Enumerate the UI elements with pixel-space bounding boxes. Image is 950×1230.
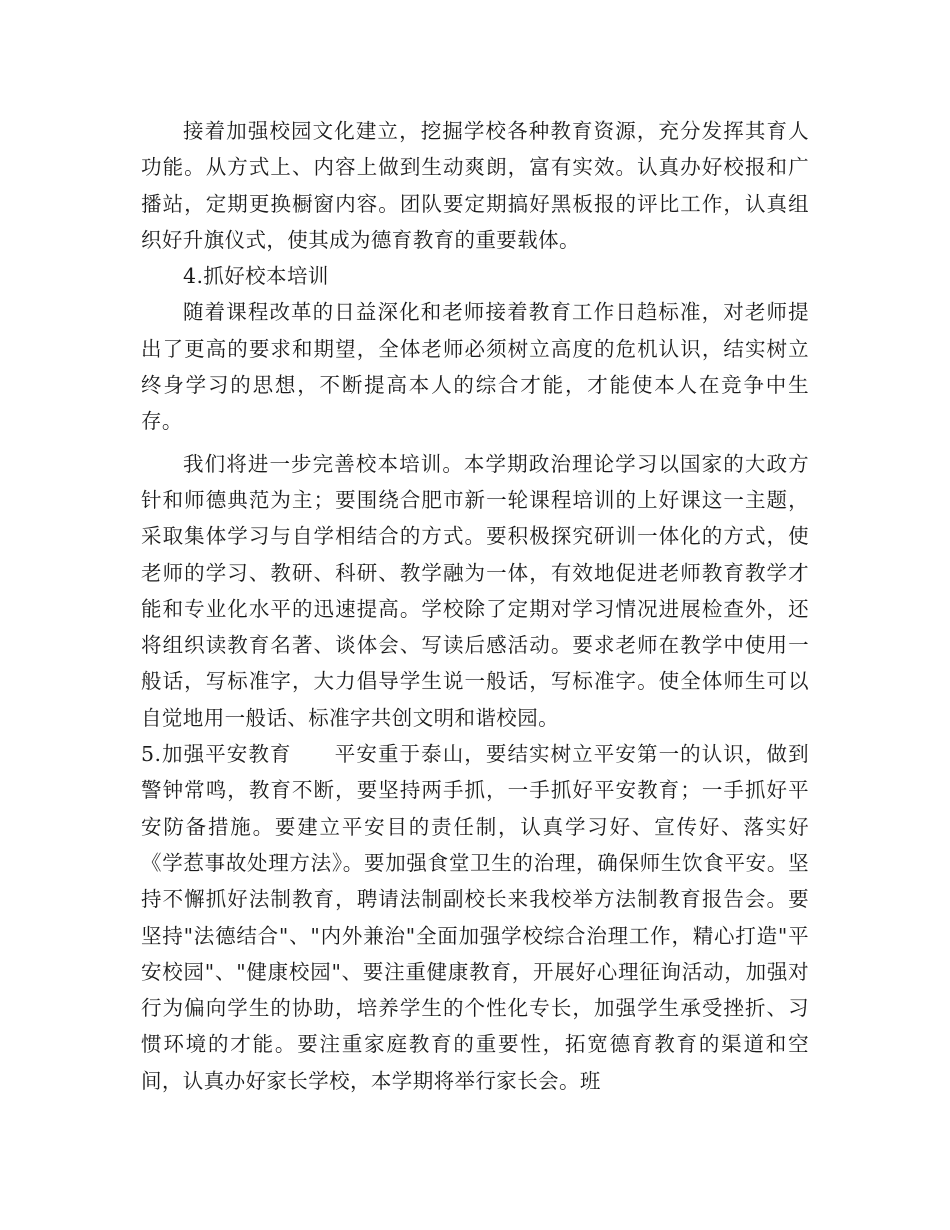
safety-spacer xyxy=(292,742,335,766)
section-heading-safety: 5.加强平安教育 xyxy=(141,742,292,767)
paragraph-school-training: 我们将进一步完善校本培训。本学期政治理论学习以国家的大政方针和师德典范为主；要围绕合肥市新一轮课程培训的上好课这一主题，采取集体学习与自学相结合的方式。要积极探究研训一体化的方式，使老师的学习、教研、科研、教学融为一体，有效地促进老师教育教学才能和专业化水平的迅速提高。学校除了定期对学习情况进展检查外，还将组织读教育名著、谈体会、写读后感活动。要求老师在教学中使用一般话，写标准字，大力倡导学生说一般话，写标准字。使全体师生可以自觉地用一般话、标准字共创文明和谐校园。 xyxy=(141,451,809,730)
paragraph-safety-education xyxy=(141,736,809,1099)
safety-body-text: 平安重于泰山，要结实树立平安第一的认识，做到警钟常鸣，教育不断，要坚持两手抓，一手抓好平安教育；一手抓好平安防备措施。要建立平安目的责任制，认真学习好、宣传好、落实好《学惹事故处理方法》。要加强食堂卫生的治理，确保师生饮食平安。坚持不懈抓好法制教育，聘请法制副校长来我校举方法制教育报告会。要坚持"法德结合"、"内外兼治"全面加强学校综合治理工作，精心打造"平安校园"、"健康校园"、要注重健康教育，开展好心理征询活动，加强对行为偏向学生的协助，培养学生的个性化专长，加强学生承受挫折、习惯环境的才能。要注重家庭教育的重要性，拓宽德育教育的渠道和空间，认真办好家长学校，本学期将举行家长会。班 xyxy=(141,742,809,1093)
section-heading-training: 4.抓好校本培训 xyxy=(183,264,329,289)
paragraph-teacher-requirements: 随着课程改革的日益深化和老师接着教育工作日趋标准，对老师提出了更高的要求和期望，全体老师必须树立高度的危机认识，结实树立终身学习的思想，不断提高本人的综合才能，才能使本人在竞争中生存。 xyxy=(141,300,809,434)
document-body xyxy=(141,113,809,1099)
paragraph-campus-culture: 接着加强校园文化建立，挖掘学校各种教育资源，充分发挥其育人功能。从方式上、内容上做到生动爽朗，富有实效。认真办好校报和广播站，定期更换橱窗内容。团队要定期搞好黑板报的评比工作，认真组织好升旗仪式，使其成为德育教育的重要载体。 xyxy=(141,119,809,252)
